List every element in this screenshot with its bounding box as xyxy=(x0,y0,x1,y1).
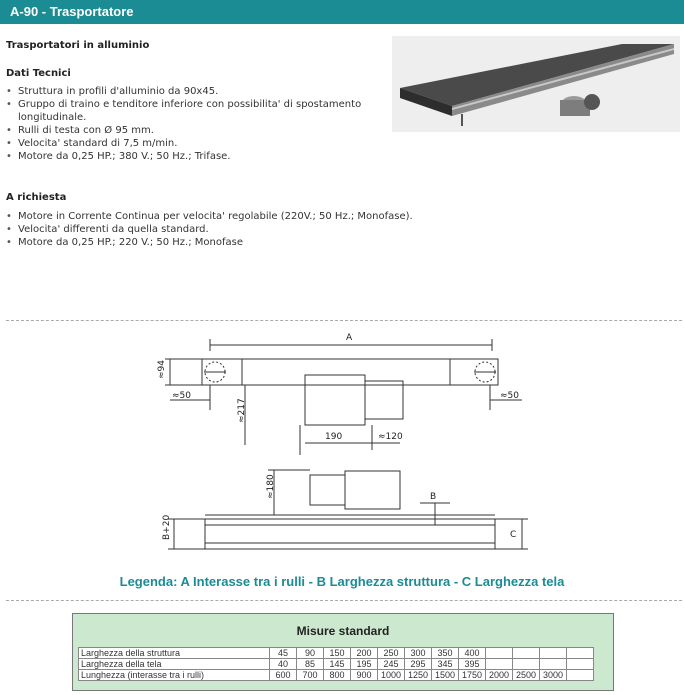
measures-table xyxy=(78,647,594,681)
dim-label-b: B xyxy=(430,492,437,502)
table-row xyxy=(79,670,594,681)
divider xyxy=(6,600,682,601)
table-cell: 400 xyxy=(459,648,486,659)
row-label: Lunghezza (interasse tra i rulli) xyxy=(79,670,270,681)
table-cell: 195 xyxy=(351,659,378,670)
dim-label-120: ≈120 xyxy=(378,432,403,442)
table-cell xyxy=(567,670,594,681)
table-cell: 1250 xyxy=(405,670,432,681)
table-cell: 800 xyxy=(324,670,351,681)
technical-drawing xyxy=(150,325,540,565)
row-label: Larghezza della struttura xyxy=(79,648,270,659)
table-cell xyxy=(540,648,567,659)
conveyor-photo xyxy=(392,36,680,132)
table-cell: 245 xyxy=(378,659,405,670)
table-cell: 300 xyxy=(405,648,432,659)
table-cell xyxy=(513,648,540,659)
dim-label-94: ≈94 xyxy=(157,360,167,379)
table-cell: 3000 xyxy=(540,670,567,681)
specs-list xyxy=(6,85,386,163)
table-row xyxy=(79,659,594,670)
table-cell: 250 xyxy=(378,648,405,659)
table-cell: 40 xyxy=(270,659,297,670)
dim-label-b20: B+20 xyxy=(162,514,172,540)
table-title: Misure standard xyxy=(296,624,390,638)
table-cell: 145 xyxy=(324,659,351,670)
table-cell: 90 xyxy=(297,648,324,659)
request-list xyxy=(6,210,466,249)
table-cell: 85 xyxy=(297,659,324,670)
standard-measures-box xyxy=(72,613,614,691)
dim-label-a: A xyxy=(346,333,353,343)
dim-label-50-right: ≈50 xyxy=(500,391,519,401)
table-cell: 700 xyxy=(297,670,324,681)
table-cell xyxy=(567,659,594,670)
table-cell: 350 xyxy=(432,648,459,659)
table-cell xyxy=(513,659,540,670)
request-item: • Velocita' differenti da quella standard. xyxy=(6,223,466,236)
table-cell xyxy=(486,648,513,659)
table-cell xyxy=(540,659,567,670)
dim-label-50-left: ≈50 xyxy=(172,391,191,401)
table-cell: 200 xyxy=(351,648,378,659)
table-cell xyxy=(486,659,513,670)
dim-label-190: 190 xyxy=(325,432,343,442)
table-cell: 600 xyxy=(270,670,297,681)
request-heading: A richiesta xyxy=(6,192,67,203)
row-label: Larghezza della tela xyxy=(79,659,270,670)
table-cell: 295 xyxy=(405,659,432,670)
request-item: • Motore in Corrente Continua per velocita' regolabile (220V.; 50 Hz.; Monofase). xyxy=(6,210,466,223)
spec-item: • Motore da 0,25 HP.; 380 V.; 50 Hz.; Trifase. xyxy=(6,150,386,163)
dim-label-c: C xyxy=(510,530,517,540)
table-cell: 1000 xyxy=(378,670,405,681)
title-bar xyxy=(0,0,684,24)
table-cell: 395 xyxy=(459,659,486,670)
spec-item: • Velocita' standard di 7,5 m/min. xyxy=(6,137,386,150)
conveyor-photo-image xyxy=(392,36,680,132)
table-cell: 1750 xyxy=(459,670,486,681)
dim-label-217: ≈217 xyxy=(237,398,247,423)
table-cell: 900 xyxy=(351,670,378,681)
table-cell: 345 xyxy=(432,659,459,670)
spec-item: • Gruppo di traino e tenditore inferiore con possibilita' di spostamento longitudinale. xyxy=(6,98,386,124)
dim-label-180: ≈180 xyxy=(266,474,276,499)
table-cell: 2500 xyxy=(513,670,540,681)
request-item: • Motore da 0,25 HP.; 220 V.; 50 Hz.; Monofase xyxy=(6,236,466,249)
table-cell xyxy=(567,648,594,659)
specs-heading: Dati Tecnici xyxy=(6,68,71,79)
spec-item: • Struttura in profili d'alluminio da 90x45. xyxy=(6,85,386,98)
table-cell: 2000 xyxy=(486,670,513,681)
page-title: A-90 - Trasportatore xyxy=(10,4,134,19)
divider xyxy=(6,320,682,321)
table-cell: 45 xyxy=(270,648,297,659)
spec-item: • Rulli di testa con Ø 95 mm. xyxy=(6,124,386,137)
section-subtitle: Trasportatori in alluminio xyxy=(6,40,150,51)
table-cell: 150 xyxy=(324,648,351,659)
table-cell: 1500 xyxy=(432,670,459,681)
table-row xyxy=(79,648,594,659)
legend-text: Legenda: A Interasse tra i rulli - B Larghezza struttura - C Larghezza tela xyxy=(119,574,565,589)
